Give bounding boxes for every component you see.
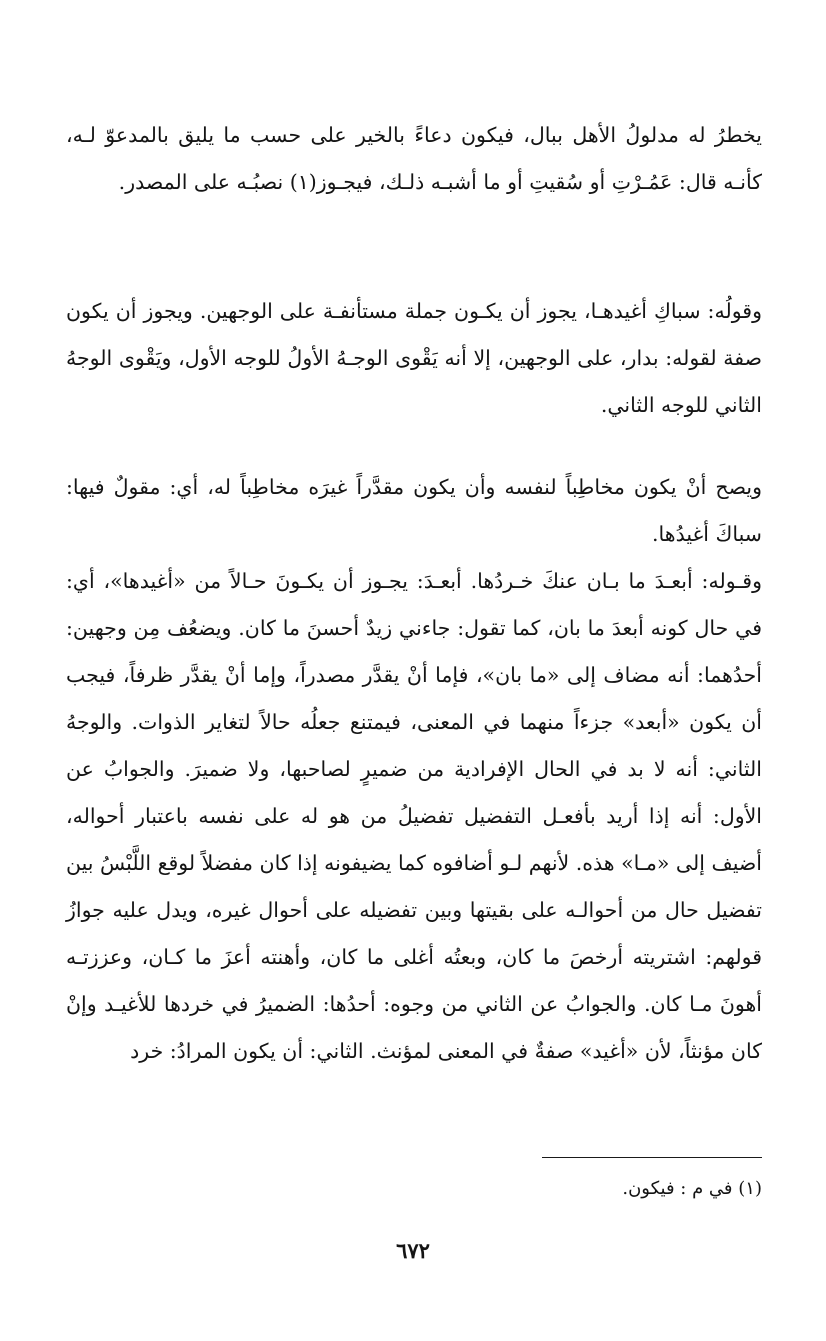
paragraph-4: وقـوله: أبعـدَ ما بـان عنكَ خـردُها. أبعـدَ: يجـوز أن يكـونَ حـالاً من «أغيدها»، أي: في حال كونه أبعدَ ما بان، كما تقول: جاءني زيدٌ أحسنَ ما كان. ويضعُف مِن وجهين: أحدُهما: أنه مضاف إلى «ما بان»، فإما أنْ يقدَّر مصدراً، وإما أنْ يقدَّر ظرفاً، فيجب أن يكون «أبعد» جزءاً منهما في المعنى، فيمتنع جعلُه حالاً لتغاير الذوات. والوجهُ الثاني: أنه لا بد في الحال الإفرادية من ضميرٍ لصاحبها، ولا ضميرَ. والجوابُ عن الأول: أنه إذا أريد بأفعـل التفضيل تفضيلُ من هو له على نفسه باعتبار أحواله، أضيف إلى «مـا» هذه. لأنهم لـو أضافوه كما يضيفونه إذا كان مفضلاً لوقع اللَّبْسُ بين تفضيل حال من أحوالـه على بقيتها وبين تفضيله على أحوال غيره، ويدل عليه جوازُ قولهم: اشتريته أرخصَ ما كان، وبعتُه أغلى ما كان، وأهنته أعزَ ما كـان، وعززتـه أهونَ مـا كان. والجوابُ عن الثاني من وجوه: أحدُها: الضميرُ في خردها للأغيـد وإنْ كان مؤنثاً، لأن «أغيد» صفةٌ في المعنى لمؤنث. الثاني: أن يكون المرادُ: خرد xyxy=(66,569,762,1063)
paragraph-2: وقولُه: سباكِ أغيدهـا، يجوز أن يكـون جملة مستأنفـة على الوجهين. ويجوز أن يكون صفة لقوله: بدار، على الوجهين، إلا أنه يَقْوى الوجـهُ الأولُ للوجه الأول، ويَقْوى الوجهُ الثاني للوجه الثاني. xyxy=(66,299,762,417)
paragraph-1: يخطرُ له مدلولُ الأهل ببال، فيكون دعاءً بالخير على حسب ما يليق بالمدعوّ لـه، كأنـه قال: عَمُـرْتِ أو سُقيتِ أو ما أشبـه ذلـك، فيجـوز(١) نصبُـه على المصدر. xyxy=(66,123,762,194)
paragraph-3: ويصح أنْ يكون مخاطِباً لنفسه وأن يكون مقدَّراً غيرَه مخاطِباً له، أي: مقولٌ فيها: سباكَ أغيدُها. xyxy=(66,475,762,546)
footnote: (١) في م : فيكون. xyxy=(622,1178,762,1199)
footnote-divider xyxy=(542,1157,762,1158)
page-number: ٦٧٢ xyxy=(396,1238,430,1263)
